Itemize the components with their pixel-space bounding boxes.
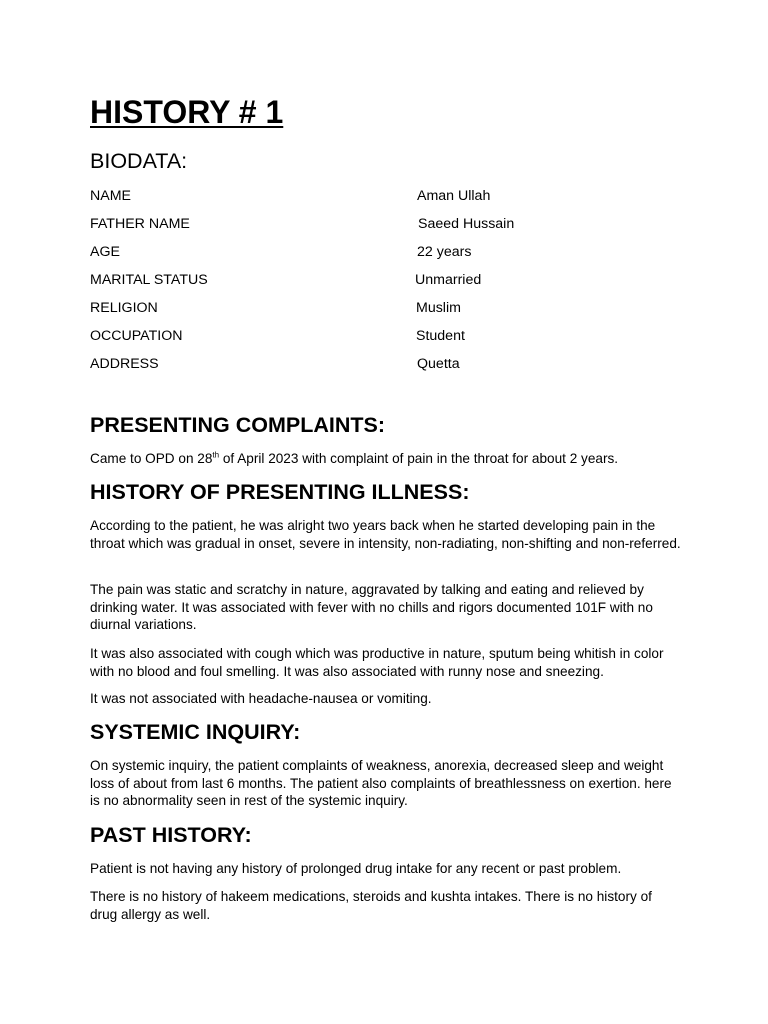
biodata-row-religion [90, 298, 690, 326]
hopi-paragraph: It was not associated with headache-nausea or vomiting. [90, 691, 432, 706]
biodata-label: OCCUPATION [90, 328, 183, 344]
hopi-paragraph: The pain was static and scratchy in nature, aggravated by talking and eating and relieved by drinking water. It was associated with fever with no chills and rigors documented 101F with no diurnal variations. [90, 582, 653, 633]
past-history-heading: PAST HISTORY: [90, 823, 252, 847]
biodata-label: AGE [90, 244, 120, 260]
biodata-value: 22 years [417, 244, 472, 260]
biodata-label: MARITAL STATUS [90, 272, 208, 288]
biodata-table [90, 186, 690, 382]
complaint-text-end: of April 2023 with complaint of pain in the throat for about 2 years. [219, 451, 619, 466]
past-history-paragraph: Patient is not having any history of prolonged drug intake for any recent or past problem. [90, 861, 622, 876]
date-superscript: th [212, 450, 220, 460]
past-history-paragraph: There is no history of hakeem medications, steroids and kushta intakes. There is no history of drug allergy as well. [90, 889, 652, 922]
biodata-value: Muslim [416, 300, 461, 316]
biodata-row-father-name [90, 214, 690, 242]
hopi-paragraph: It was also associated with cough which was productive in nature, sputum being whitish in color with no blood and foul smelling. It was also associated with runny nose and sneezing. [90, 646, 664, 679]
biodata-value: Saeed Hussain [418, 216, 515, 232]
presenting-complaints-heading: PRESENTING COMPLAINTS: [90, 413, 386, 437]
history-of-presenting-illness-heading: HISTORY OF PRESENTING ILLNESS: [90, 480, 470, 504]
biodata-value: Student [416, 328, 465, 344]
complaint-text-start: Came to OPD on 28 [90, 451, 213, 466]
hopi-paragraph: According to the patient, he was alright two years back when he started developing pain in the throat which was gradual in onset, severe in intensity, non-radiating, non-shifting and non-referred. [90, 518, 681, 551]
systemic-inquiry-heading: SYSTEMIC INQUIRY: [90, 720, 301, 744]
biodata-label: FATHER NAME [90, 216, 190, 232]
biodata-label: NAME [90, 188, 131, 204]
document-title: HISTORY # 1 [90, 94, 284, 130]
biodata-label: ADDRESS [90, 356, 159, 372]
biodata-row-name [90, 186, 690, 214]
biodata-row-address [90, 354, 690, 382]
presenting-complaints-text [90, 450, 682, 468]
biodata-value: Aman Ullah [417, 188, 491, 204]
biodata-row-occupation [90, 326, 690, 354]
biodata-row-marital-status [90, 270, 690, 298]
systemic-inquiry-paragraph: On systemic inquiry, the patient complaints of weakness, anorexia, decreased sleep and weight loss of about from last 6 months. The patient also complaints of breathlessness on exertion. here is no abnormality seen in rest of the systemic inquiry. [90, 758, 672, 809]
biodata-value: Unmarried [415, 272, 482, 288]
biodata-label: RELIGION [90, 300, 158, 316]
biodata-row-age [90, 242, 690, 270]
biodata-heading: BIODATA: [90, 149, 188, 173]
biodata-value: Quetta [417, 356, 460, 372]
